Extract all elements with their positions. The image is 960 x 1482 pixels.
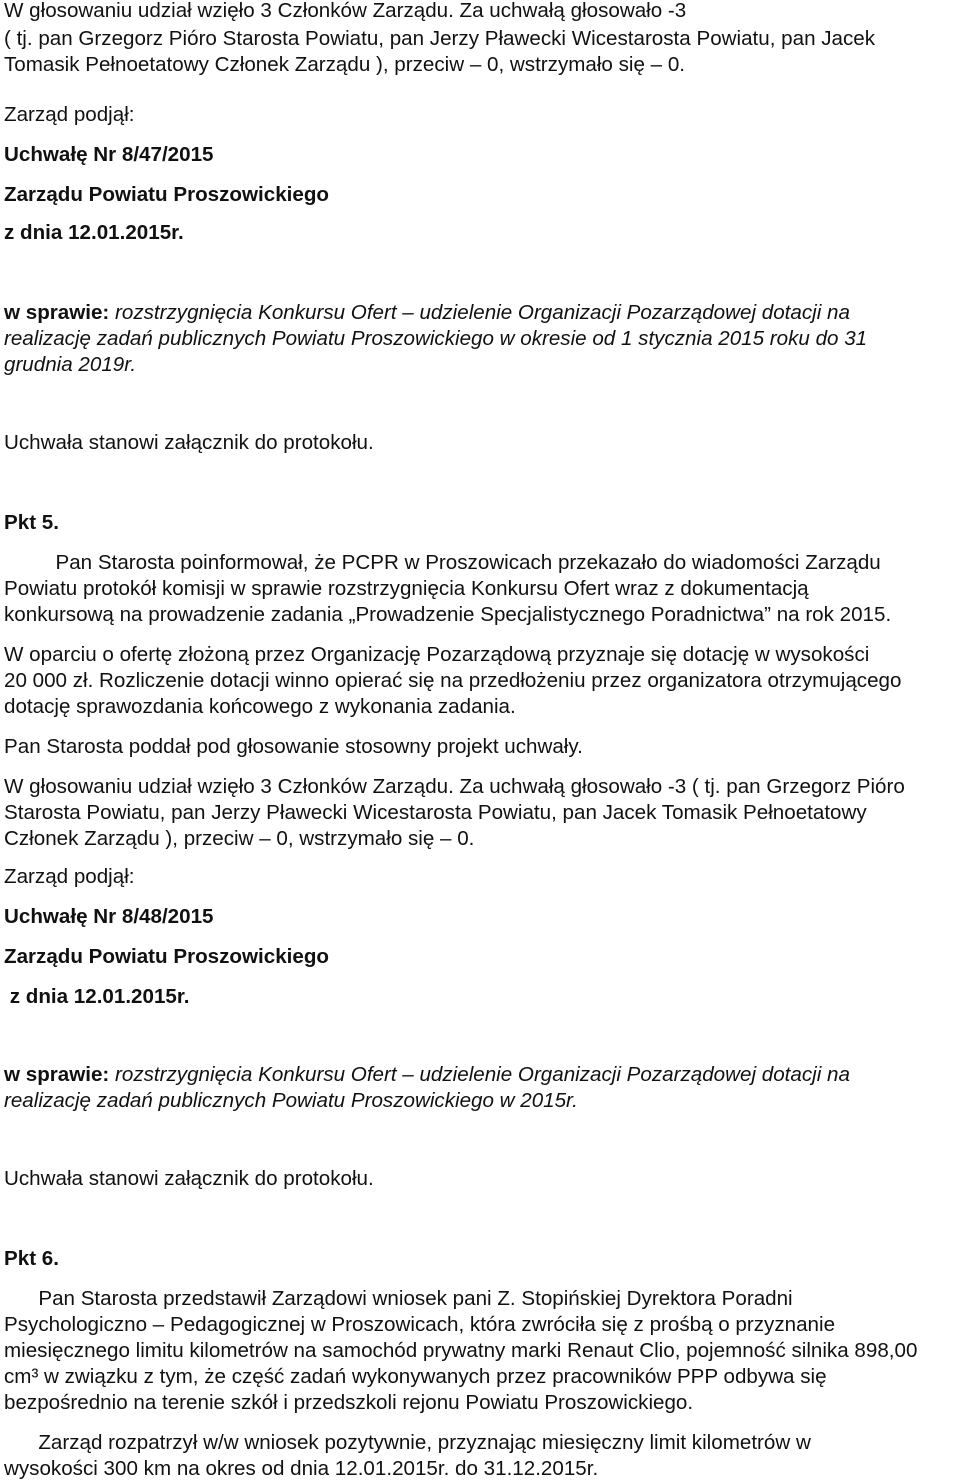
decided-label: Zarząd podjął: (4, 865, 135, 888)
vote-text-line: Członek Zarządu ), przeciw – 0, wstrzymało się – 0. (4, 827, 475, 850)
subject-text: rozstrzygnięcia Konkursu Ofert – udzielenie Organizacji Pozarządowej dotacji na (109, 1063, 850, 1086)
paragraph-line: Pan Starosta poinformował, że PCPR w Proszowicach przekazało do wiadomości Zarządu (4, 551, 881, 574)
attachment-note: Uchwała stanowi załącznik do protokołu. (4, 1167, 374, 1190)
vote-text-line: Starosta Powiatu, pan Jerzy Pławecki Wicestarosta Powiatu, pan Jacek Tomasik Pełnoetatowy (4, 801, 867, 824)
attachment-note: Uchwała stanowi załącznik do protokołu. (4, 431, 374, 454)
decided-label: Zarząd podjął: (4, 103, 135, 126)
paragraph-line: miesięcznego limitu kilometrów na samochód prywatny marki Renaut Clio, pojemność silnika 898,00 (4, 1339, 918, 1362)
paragraph-line: Pan Starosta przedstawił Zarządowi wniosek pani Z. Stopińskiej Dyrektora Poradni (4, 1287, 793, 1310)
resolution-board: Zarządu Powiatu Proszowickiego (4, 945, 329, 968)
paragraph-line: W oparciu o ofertę złożoną przez Organizację Pozarządową przyznaje się dotację w wysokości (4, 643, 870, 666)
resolution-date: z dnia 12.01.2015r. (4, 221, 184, 244)
subject-label: w sprawie: (4, 301, 110, 324)
paragraph-line: cm³ w związku z tym, że część zadań wykonywanych przez pracowników PPP odbywa się (4, 1365, 827, 1388)
paragraph-line: dotację sprawozdania końcowego z wykonania zadania. (4, 695, 516, 718)
voting-put-text: Pan Starosta poddał pod głosowanie stosowny projekt uchwały. (4, 735, 583, 758)
section-heading: Pkt 6. (4, 1247, 59, 1270)
resolution-number: Uchwałę Nr 8/47/2015 (4, 143, 214, 166)
vote-text-line: W głosowaniu udział wzięło 3 Członków Zarządu. Za uchwałą głosowało -3 ( tj. pan Grzegorz Pióro (4, 775, 905, 798)
paragraph-line: wysokości 300 km na okres od dnia 12.01.2015r. do 31.12.2015r. (4, 1457, 599, 1480)
section-heading: Pkt 5. (4, 511, 59, 534)
resolution-board: Zarządu Powiatu Proszowickiego (4, 183, 329, 206)
subject-text: realizację zadań publicznych Powiatu Proszowickiego w okresie od 1 stycznia 2015 roku do 31 (4, 327, 868, 350)
resolution-subject (4, 300, 850, 326)
paragraph-line: 20 000 zł. Rozliczenie dotacji winno opierać się na przedłożeniu przez organizatora otrzymującego (4, 669, 902, 692)
resolution-date: z dnia 12.01.2015r. (4, 985, 190, 1008)
vote-text-line: Tomasik Pełnoetatowy Członek Zarządu ), przeciw – 0, wstrzymało się – 0. (4, 53, 686, 76)
subject-text: realizację zadań publicznych Powiatu Proszowickiego w 2015r. (4, 1089, 578, 1112)
resolution-number: Uchwałę Nr 8/48/2015 (4, 905, 214, 928)
paragraph-line: konkursową na prowadzenie zadania „Prowadzenie Specjalistycznego Poradnictwa” na rok 2015. (4, 603, 892, 626)
paragraph-line: Zarząd rozpatrzył w/w wniosek pozytywnie, przyznając miesięczny limit kilometrów w (4, 1431, 811, 1454)
subject-label: w sprawie: (4, 1063, 110, 1086)
paragraph-line: bezpośrednio na terenie szkół i przedszkoli rejonu Powiatu Proszowickiego. (4, 1391, 694, 1414)
vote-text-line: W głosowaniu udział wzięło 3 Członków Zarządu. Za uchwałą głosowało -3 (4, 0, 687, 22)
vote-text-line: ( tj. pan Grzegorz Pióro Starosta Powiatu, pan Jerzy Pławecki Wicestarosta Powiatu, pan Jacek (4, 27, 876, 50)
paragraph-line: Psychologiczno – Pedagogicznej w Proszowicach, która zwróciła się z prośbą o przyznanie (4, 1313, 836, 1336)
subject-text: rozstrzygnięcia Konkursu Ofert – udzielenie Organizacji Pozarządowej dotacji na (109, 301, 850, 324)
paragraph-line: Powiatu protokół komisji w sprawie rozstrzygnięcia Konkursu Ofert wraz z dokumentacją (4, 577, 809, 600)
resolution-subject (4, 1062, 850, 1088)
subject-text: grudnia 2019r. (4, 353, 137, 376)
